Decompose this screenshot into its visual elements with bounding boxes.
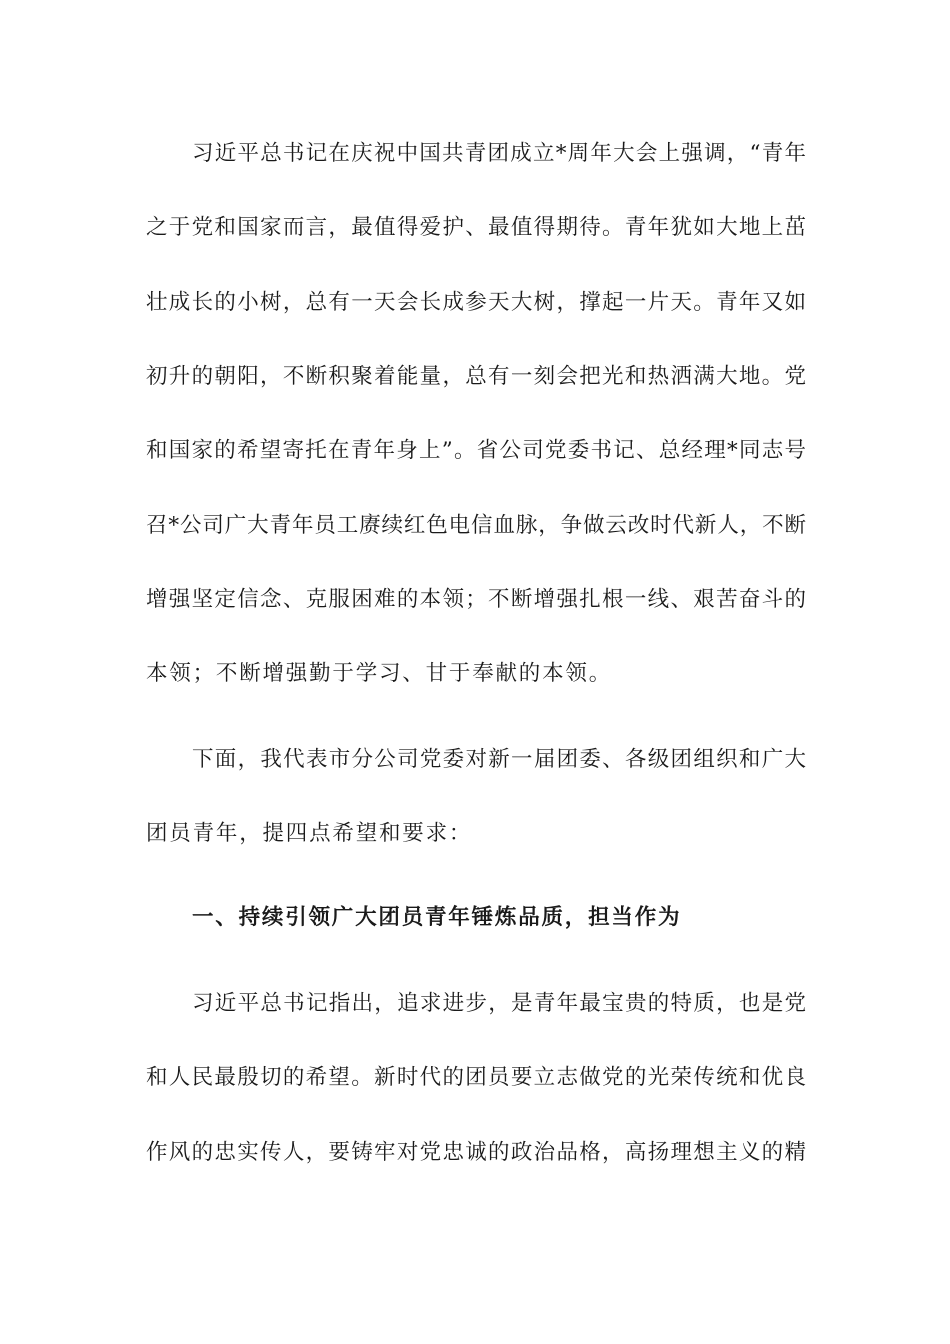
- paragraph-1-line-6: 召*公司广大青年员工赓续红色电信血脉，争做云改时代新人，不断: [146, 513, 806, 538]
- section-heading: 一、持续引领广大团员青年锤炼品质，担当作为: [192, 905, 682, 930]
- paragraph-1-line-4: 初升的朝阳，不断积聚着能量，总有一刻会把光和热洒满大地。党: [146, 364, 806, 389]
- paragraph-1-line-5: 和国家的希望寄托在青年身上”。省公司党委书记、总经理*同志号: [146, 438, 806, 463]
- paragraph-1-line-1: 习近平总书记在庆祝中国共青团成立*周年大会上强调，“青年: [192, 141, 806, 166]
- paragraph-2-line-2: 团员青年，提四点希望和要求：: [146, 821, 473, 846]
- paragraph-1-line-8: 本领；不断增强勤于学习、甘于奉献的本领。: [146, 661, 613, 686]
- paragraph-3-line-3: 作风的忠实传人，要铸牢对党忠诚的政治品格，高扬理想主义的精: [146, 1140, 806, 1165]
- paragraph-3-line-1: 习近平总书记指出，追求进步，是青年最宝贵的特质，也是党: [192, 991, 806, 1016]
- paragraph-1-line-7: 增强坚定信念、克服困难的本领；不断增强扎根一线、艰苦奋斗的: [146, 587, 806, 612]
- paragraph-3-line-2: 和人民最殷切的希望。新时代的团员要立志做党的光荣传统和优良: [146, 1065, 806, 1090]
- paragraph-2-line-1: 下面，我代表市分公司党委对新一届团委、各级团组织和广大: [192, 747, 806, 772]
- paragraph-1-line-2: 之于党和国家而言，最值得爱护、最值得期待。青年犹如大地上茁: [146, 215, 806, 240]
- paragraph-1-line-3: 壮成长的小树，总有一天会长成参天大树，撑起一片天。青年又如: [146, 290, 806, 315]
